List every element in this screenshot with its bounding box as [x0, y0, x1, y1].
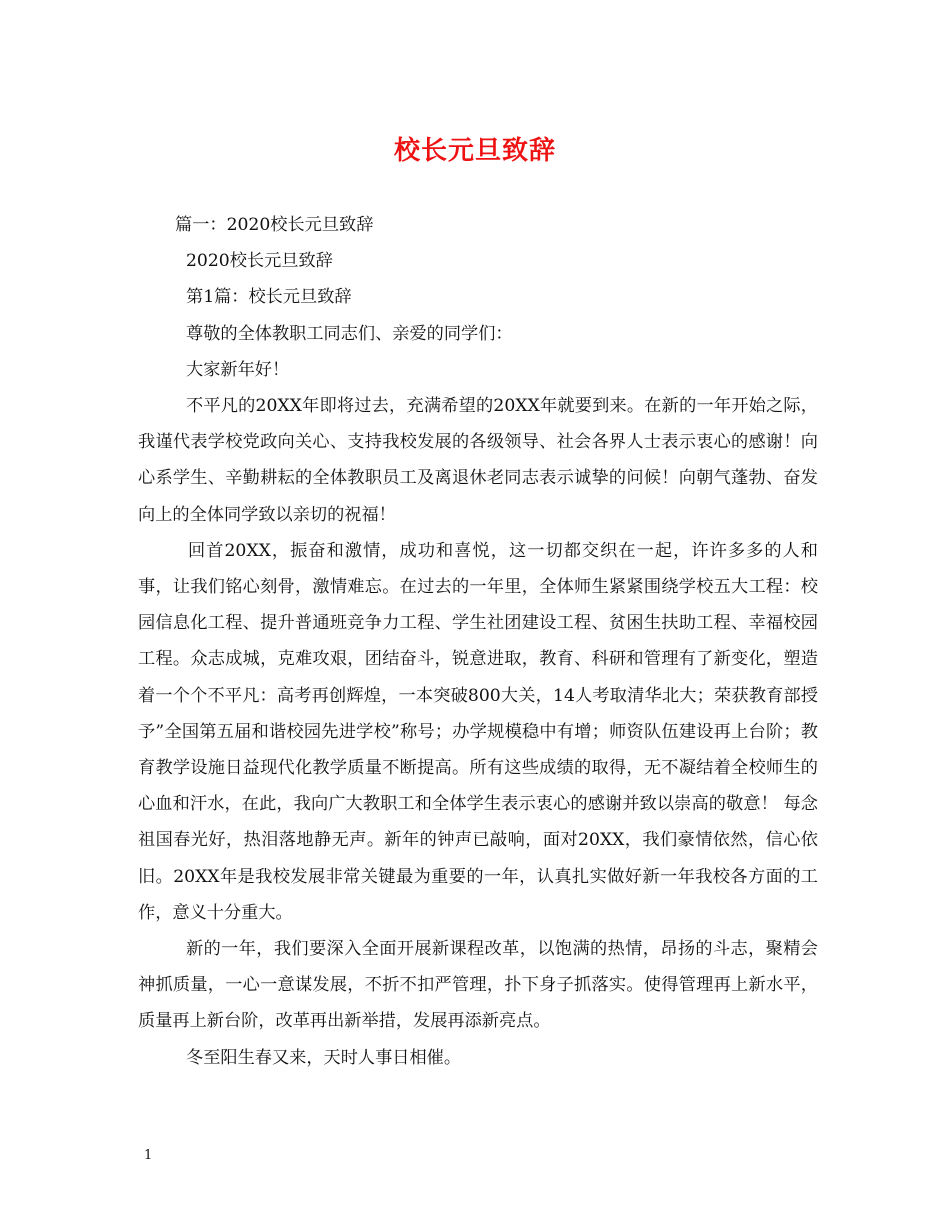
document-body — [138, 207, 818, 1076]
paragraph-review: 回首20XX，振奋和激情，成功和喜悦，这一切都交织在一起，许许多多的人和事，让我们铭心刻骨，激情难忘。在过去的一年里，全体师生紧紧围绕学校五大工程：校园信息化工程、提升普通班竞争力工程、学生社团建设工程、贫困生扶助工程、幸福校园工程。众志成城，克难攻艰，团结奋斗，锐意进取，教育、科研和管理有了新变化，塑造着一个个不平凡：高考再创辉煌，一本突破800大关，14人考取清华北大；荣获教育部授予”全国第五届和谐校园先进学校”称号；办学规模稳中有增；师资队伍建设再上台阶；教育教学设施日益现代化教学质量不断提高。所有这些成绩的取得，无不凝结着全校师生的心血和汗水，在此，我向广大教职工和全体学生表示衷心的感谢并致以崇高的敬意！ 每念祖国春光好，热泪落地静无声。新年的钟声已敲响，面对20XX，我们豪情依然，信心依旧。20XX年是我校发展非常关键最为重要的一年，认真扎实做好新一年我校各方面的工作，意义十分重大。 — [138, 540, 818, 923]
part-heading: 第1篇：校长元旦致辞 — [186, 287, 352, 308]
paragraph-opening: 不平凡的20XX年即将过去，充满希望的20XX年就要到来。在新的一年开始之际，我谨代表学校党政向关心、支持我校发展的各级领导、社会各界人士表示衷心的感谢！向心系学生、辛勤耕耘的全体教职员工及离退休老同志表示诚挚的问候！向朝气蓬勃、奋发向上的全体同学致以亲切的祝福！ — [138, 396, 818, 525]
document-title: 校长元旦致辞 — [393, 136, 556, 166]
page-number: 1 — [144, 1148, 153, 1163]
paragraph-new-year-plan: 新的一年，我们要深入全面开展新课程改革，以饱满的热情，昂扬的斗志，聚精会神抓质量，一心一意谋发展，不折不扣严管理，扑下身子抓落实。使得管理再上新水平，质量再上新台阶，改革再出新举措，发展再添新亮点。 — [138, 939, 818, 1032]
section-heading: 篇一：2020校长元旦致辞 — [175, 215, 374, 235]
paragraph-closing-line: 冬至阳生春又来，天时人事日相催。 — [186, 1047, 462, 1068]
greeting: 大家新年好！ — [186, 359, 290, 380]
salutation: 尊敬的全体教职工同志们、亲爱的同学们： — [186, 323, 513, 344]
subtitle: 2020校长元旦致辞 — [186, 251, 333, 272]
